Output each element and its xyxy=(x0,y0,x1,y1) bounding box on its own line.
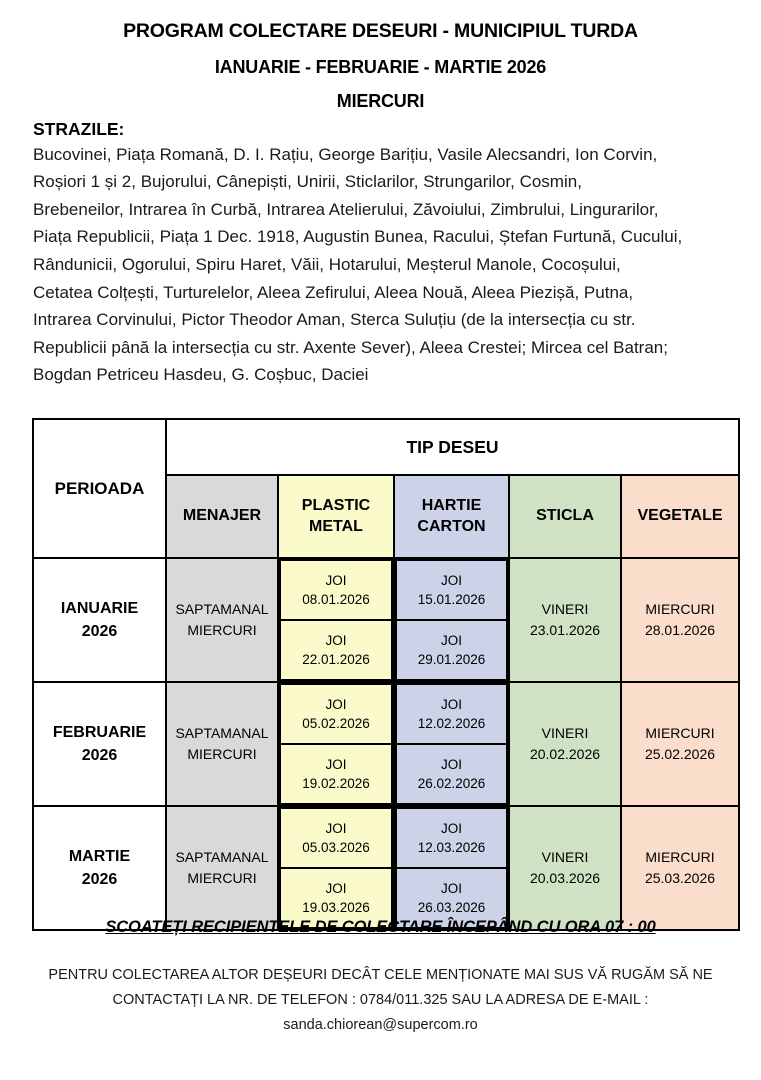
streets-section xyxy=(0,118,761,389)
plastic-date: 19.03.2026 xyxy=(302,900,370,915)
vegetale-date: 25.03.2026 xyxy=(644,870,716,886)
hartie-date: 29.01.2026 xyxy=(417,652,486,667)
period-month: FEBRUARIE xyxy=(52,723,147,741)
cell-menajer xyxy=(166,558,278,682)
menajer-frequency: SAPTAMANAL xyxy=(175,725,269,741)
streets-line: Intrarea Corvinului, Pictor Theodor Aman, Sterca Suluțiu (de la intersecția cu str. xyxy=(33,310,636,330)
period-year: 2026 xyxy=(81,623,118,640)
cell-sticla xyxy=(509,558,621,682)
period-year: 2026 xyxy=(81,747,118,764)
plastic-day: JOI xyxy=(325,632,347,648)
plastic-date: 19.02.2026 xyxy=(302,776,370,791)
cell-plastic-metal xyxy=(278,682,394,806)
hartie-day: JOI xyxy=(440,632,462,648)
menajer-frequency: SAPTAMANAL xyxy=(175,849,269,865)
schedule-table xyxy=(32,418,740,931)
plastic-date: 22.01.2026 xyxy=(302,652,370,667)
period-year: 2026 xyxy=(81,871,118,888)
cell-menajer xyxy=(166,806,278,930)
plastic-slot xyxy=(280,560,392,620)
menajer-day: MIERCURI xyxy=(187,870,257,886)
plastic-slot xyxy=(280,684,392,744)
table-row xyxy=(33,558,739,682)
menajer-day: MIERCURI xyxy=(187,746,257,762)
streets-line: Bucovinei, Piața Romană, D. I. Rațiu, George Barițiu, Vasile Alecsandri, Ion Corvin, xyxy=(33,144,658,164)
cell-period xyxy=(33,558,166,682)
hartie-day: JOI xyxy=(440,572,462,588)
hartie-date: 26.03.2026 xyxy=(417,900,486,915)
header-sticla: STICLA xyxy=(509,475,621,558)
footer-section xyxy=(0,918,761,1038)
streets-line: Bogdan Petriceu Hasdeu, G. Coșbuc, Daciei xyxy=(33,365,369,385)
cell-menajer xyxy=(166,682,278,806)
header-plastic-metal xyxy=(278,475,394,558)
header-hartie-line1: HARTIE xyxy=(421,497,482,515)
plastic-date: 08.01.2026 xyxy=(302,592,370,607)
table-header-row-group xyxy=(33,419,739,475)
page-title: PROGRAM COLECTARE DESEURI - MUNICIPIUL TURDA xyxy=(123,20,638,42)
hartie-day: JOI xyxy=(440,696,462,712)
hartie-slot xyxy=(396,560,507,620)
streets-line: Piața Republicii, Piața 1 Dec. 1918, Augustin Bunea, Racului, Ștefan Furtună, Cucului, xyxy=(33,227,683,247)
collection-day-title: MIERCURI xyxy=(336,90,425,111)
hartie-slot xyxy=(396,684,507,744)
plastic-day: JOI xyxy=(325,696,347,712)
contact-email: sanda.chiorean@supercom.ro xyxy=(283,1016,478,1033)
plastic-slot xyxy=(280,744,392,804)
sticla-day: VINERI xyxy=(541,849,589,865)
cell-sticla xyxy=(509,682,621,806)
cell-vegetale xyxy=(621,806,739,930)
cell-period xyxy=(33,806,166,930)
table-row xyxy=(33,806,739,930)
cell-vegetale xyxy=(621,682,739,806)
plastic-day: JOI xyxy=(325,820,347,836)
table-row xyxy=(33,682,739,806)
header-plastic-line2: METAL xyxy=(309,517,363,535)
hartie-day: JOI xyxy=(440,756,462,772)
plastic-slot xyxy=(280,808,392,868)
plastic-date: 05.03.2026 xyxy=(302,840,370,855)
streets-line: Cetatea Colțești, Turturelelor, Aleea Zefirului, Aleea Nouă, Aleea Piezișă, Putna, xyxy=(33,282,634,302)
cell-hartie-carton xyxy=(394,682,509,806)
sticla-day: VINERI xyxy=(541,725,589,741)
vegetale-day: MIERCURI xyxy=(645,725,715,741)
menajer-frequency: SAPTAMANAL xyxy=(175,601,269,617)
streets-label: STRAZILE: xyxy=(33,118,125,139)
sticla-date: 23.01.2026 xyxy=(529,622,601,638)
hartie-slot xyxy=(396,808,507,868)
schedule-table-wrapper xyxy=(32,418,738,931)
sticla-date: 20.02.2026 xyxy=(529,746,601,762)
cell-period xyxy=(33,682,166,806)
header-tip-deseu: TIP DESEU xyxy=(166,419,739,475)
period-month: MARTIE xyxy=(68,847,131,865)
period-month: IANUARIE xyxy=(60,599,139,617)
hartie-slot xyxy=(396,620,507,680)
document-header xyxy=(0,0,761,110)
header-menajer: MENAJER xyxy=(166,475,278,558)
cell-plastic-metal xyxy=(278,806,394,930)
cell-sticla xyxy=(509,806,621,930)
cell-hartie-carton xyxy=(394,806,509,930)
sticla-day: VINERI xyxy=(541,601,589,617)
contact-line-1: PENTRU COLECTAREA ALTOR DEȘEURI DECÂT CELE MENȚIONATE MAI SUS VĂ RUGĂM SĂ NE xyxy=(48,967,713,983)
cell-vegetale xyxy=(621,558,739,682)
streets-line: Brebeneilor, Intrarea în Curbă, Intrarea Atelierului, Zăvoiului, Zimbrului, Lingurarilor, xyxy=(33,199,659,219)
collection-time-notice: SCOATEȚI RECIPIENTELE DE COLECTARE ÎNCEPÂND CU ORA 07 : 00 xyxy=(105,918,656,936)
streets-line: Roșiori 1 și 2, Bujorului, Cânepiști, Unirii, Sticlarilor, Strungarilor, Cosmin, xyxy=(33,172,582,192)
menajer-day: MIERCURI xyxy=(187,622,257,638)
streets-line: Rândunicii, Ogorului, Spiru Haret, Văii, Hotarului, Meșterul Manole, Cocoșului, xyxy=(33,255,621,275)
hartie-date: 15.01.2026 xyxy=(417,592,486,607)
page-subtitle: IANUARIE - FEBRUARIE - MARTIE 2026 xyxy=(214,56,547,77)
contact-line-2: CONTACTAȚI LA NR. DE TELEFON : 0784/011.325 SAU LA ADRESA DE E-MAIL : xyxy=(112,991,649,1008)
cell-plastic-metal xyxy=(278,558,394,682)
plastic-day: JOI xyxy=(325,572,347,588)
header-vegetale: VEGETALE xyxy=(621,475,739,558)
vegetale-day: MIERCURI xyxy=(645,601,715,617)
plastic-day: JOI xyxy=(325,756,347,772)
vegetale-day: MIERCURI xyxy=(645,849,715,865)
hartie-date: 12.03.2026 xyxy=(417,840,486,855)
vegetale-date: 28.01.2026 xyxy=(644,622,716,638)
plastic-slot xyxy=(280,620,392,680)
hartie-day: JOI xyxy=(440,820,462,836)
header-perioada: PERIOADA xyxy=(33,419,166,558)
hartie-day: JOI xyxy=(440,880,462,896)
header-plastic-line1: PLASTIC xyxy=(301,497,371,515)
header-hartie-carton xyxy=(394,475,509,558)
header-hartie-line2: CARTON xyxy=(417,517,486,535)
contact-info xyxy=(0,963,761,1038)
cell-hartie-carton xyxy=(394,558,509,682)
sticla-date: 20.03.2026 xyxy=(529,870,601,886)
streets-list xyxy=(33,141,731,389)
hartie-date: 12.02.2026 xyxy=(417,716,486,731)
hartie-slot xyxy=(396,744,507,804)
hartie-date: 26.02.2026 xyxy=(417,776,486,791)
streets-line: Republicii până la intersecția cu str. Axente Sever), Aleea Crestei; Mircea cel Batran; xyxy=(33,337,668,357)
plastic-date: 05.02.2026 xyxy=(302,716,370,731)
plastic-day: JOI xyxy=(325,880,347,896)
vegetale-date: 25.02.2026 xyxy=(644,746,716,762)
